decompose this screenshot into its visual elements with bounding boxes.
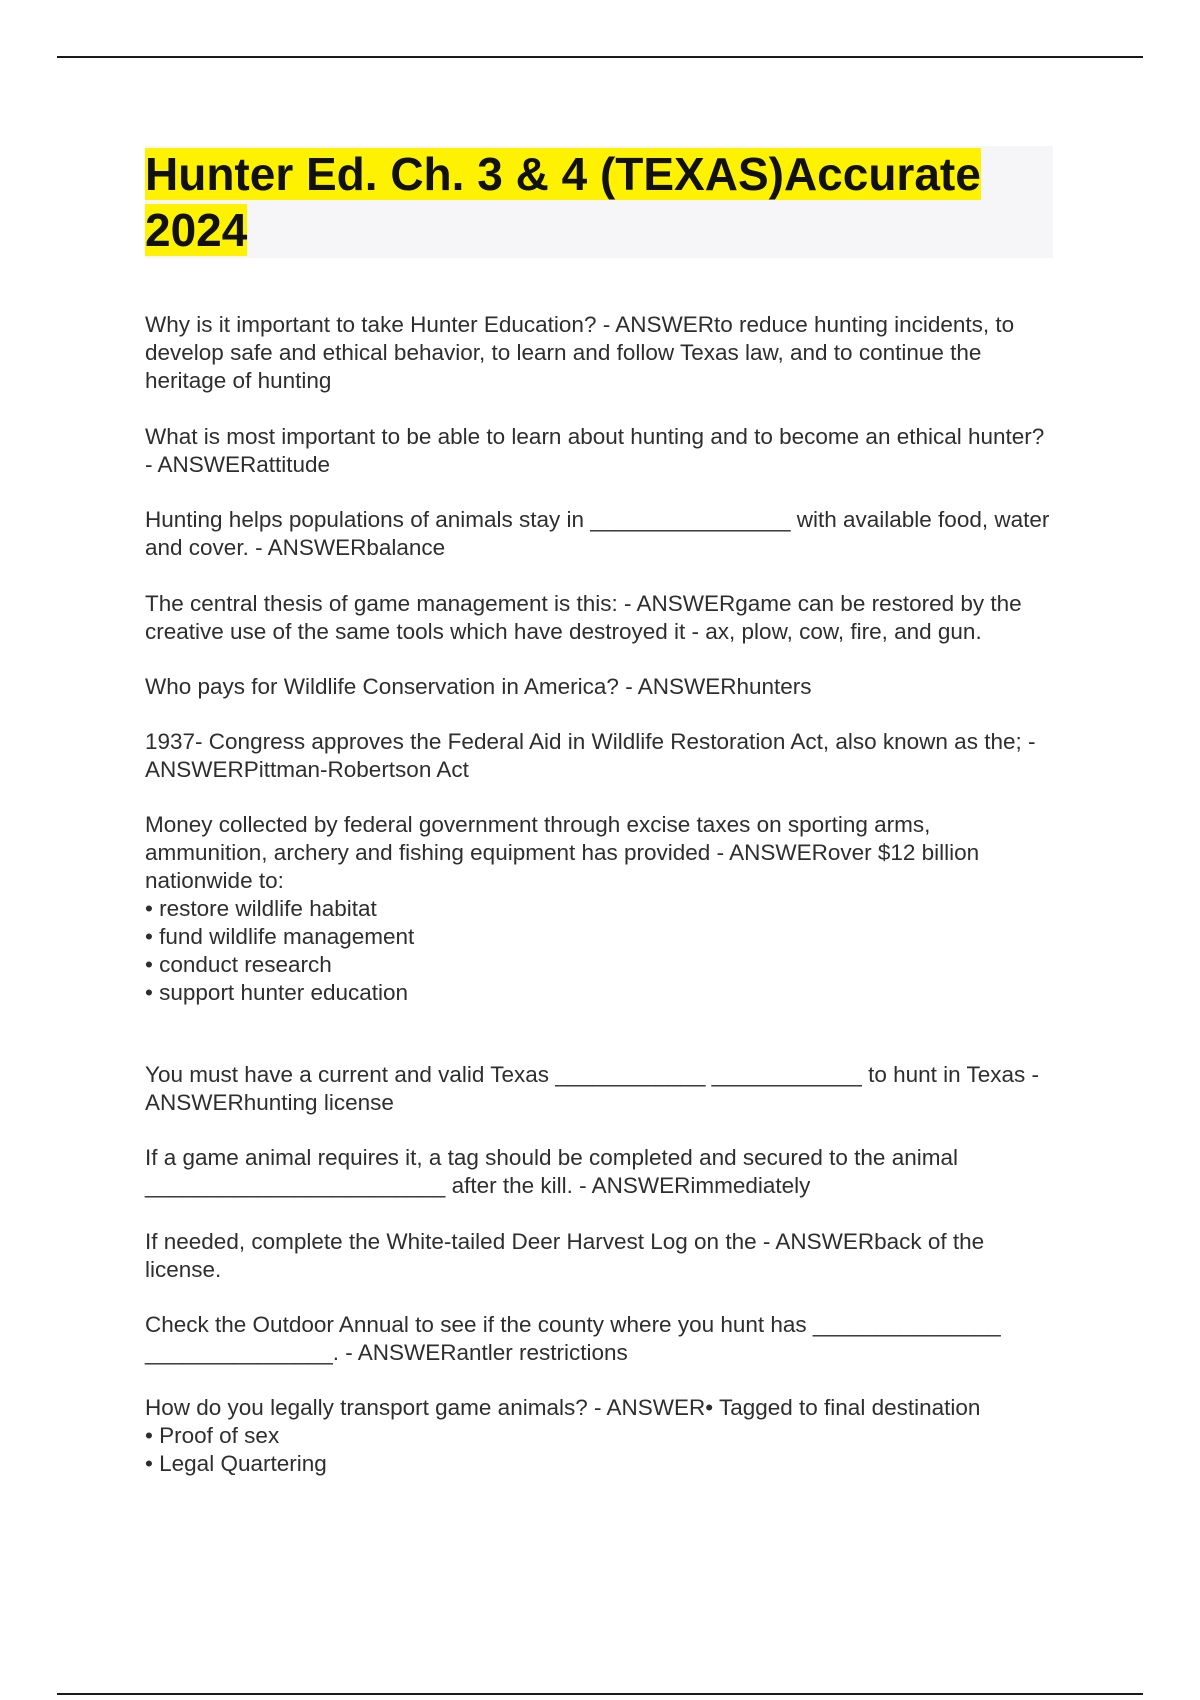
qa-item: What is most important to be able to learn about hunting and to become an ethical hunter? - ANSWERattitude [145, 424, 1045, 477]
bullet-item: • support hunter education [145, 979, 1065, 1007]
bullet-item: • fund wildlife management [145, 923, 1065, 951]
bullet-item: • Proof of sex [145, 1422, 1065, 1450]
qa-item: You must have a current and valid Texas ____________ ____________ to hunt in Texas - ANSWERhunting license [145, 1062, 1040, 1115]
qa-item: How do you legally transport game animals? - ANSWER• Tagged to final destination [145, 1395, 981, 1420]
bullet-item: • conduct research [145, 951, 1065, 979]
title-line-1: Hunter Ed. Ch. 3 & 4 (TEXAS)Accurate [145, 148, 981, 200]
bullet-list [145, 895, 1065, 1007]
qa-item: The central thesis of game management is this: - ANSWERgame can be restored by the creative use of the same tools which have destroyed it - ax, plow, cow, fire, and gun. [145, 591, 1022, 644]
qa-item-with-list [145, 811, 1065, 1007]
qa-item: If needed, complete the White-tailed Deer Harvest Log on the - ANSWERback of the license. [145, 1229, 985, 1282]
bullet-item: • Legal Quartering [145, 1450, 1065, 1478]
top-rule [57, 56, 1143, 58]
qa-item: 1937- Congress approves the Federal Aid in Wildlife Restoration Act, also known as the; - ANSWERPittman-Robertson Act [145, 729, 1036, 782]
bullet-list [145, 1422, 1065, 1478]
document-title [145, 146, 1053, 258]
qa-item: Hunting helps populations of animals stay in ________________ with available food, water and cover. - ANSWERbalance [145, 507, 1050, 560]
qa-list [145, 311, 1065, 1478]
title-line-2: 2024 [145, 204, 248, 256]
qa-item: Money collected by federal government through excise taxes on sporting arms, ammunition, archery and fishing equipment has provided - ANSWERover $12 billion nationwide to: [145, 812, 980, 893]
title-block [145, 146, 1053, 258]
bullet-item: • restore wildlife habitat [145, 895, 1065, 923]
qa-item: If a game animal requires it, a tag should be completed and secured to the animal ________________________ after the kill. - ANSWERimmediately [145, 1145, 958, 1198]
bottom-rule [57, 1693, 1143, 1695]
qa-item: Why is it important to take Hunter Education? - ANSWERto reduce hunting incidents, to develop safe and ethical behavior, to learn and follow Texas law, and to continue the heritage of hunting [145, 312, 1015, 393]
qa-item: Who pays for Wildlife Conservation in America? - ANSWERhunters [145, 674, 812, 699]
qa-item-with-list [145, 1394, 1065, 1478]
qa-item: Check the Outdoor Annual to see if the county where you hunt has _______________ _______________. - ANSWERantler restrictions [145, 1312, 1001, 1365]
